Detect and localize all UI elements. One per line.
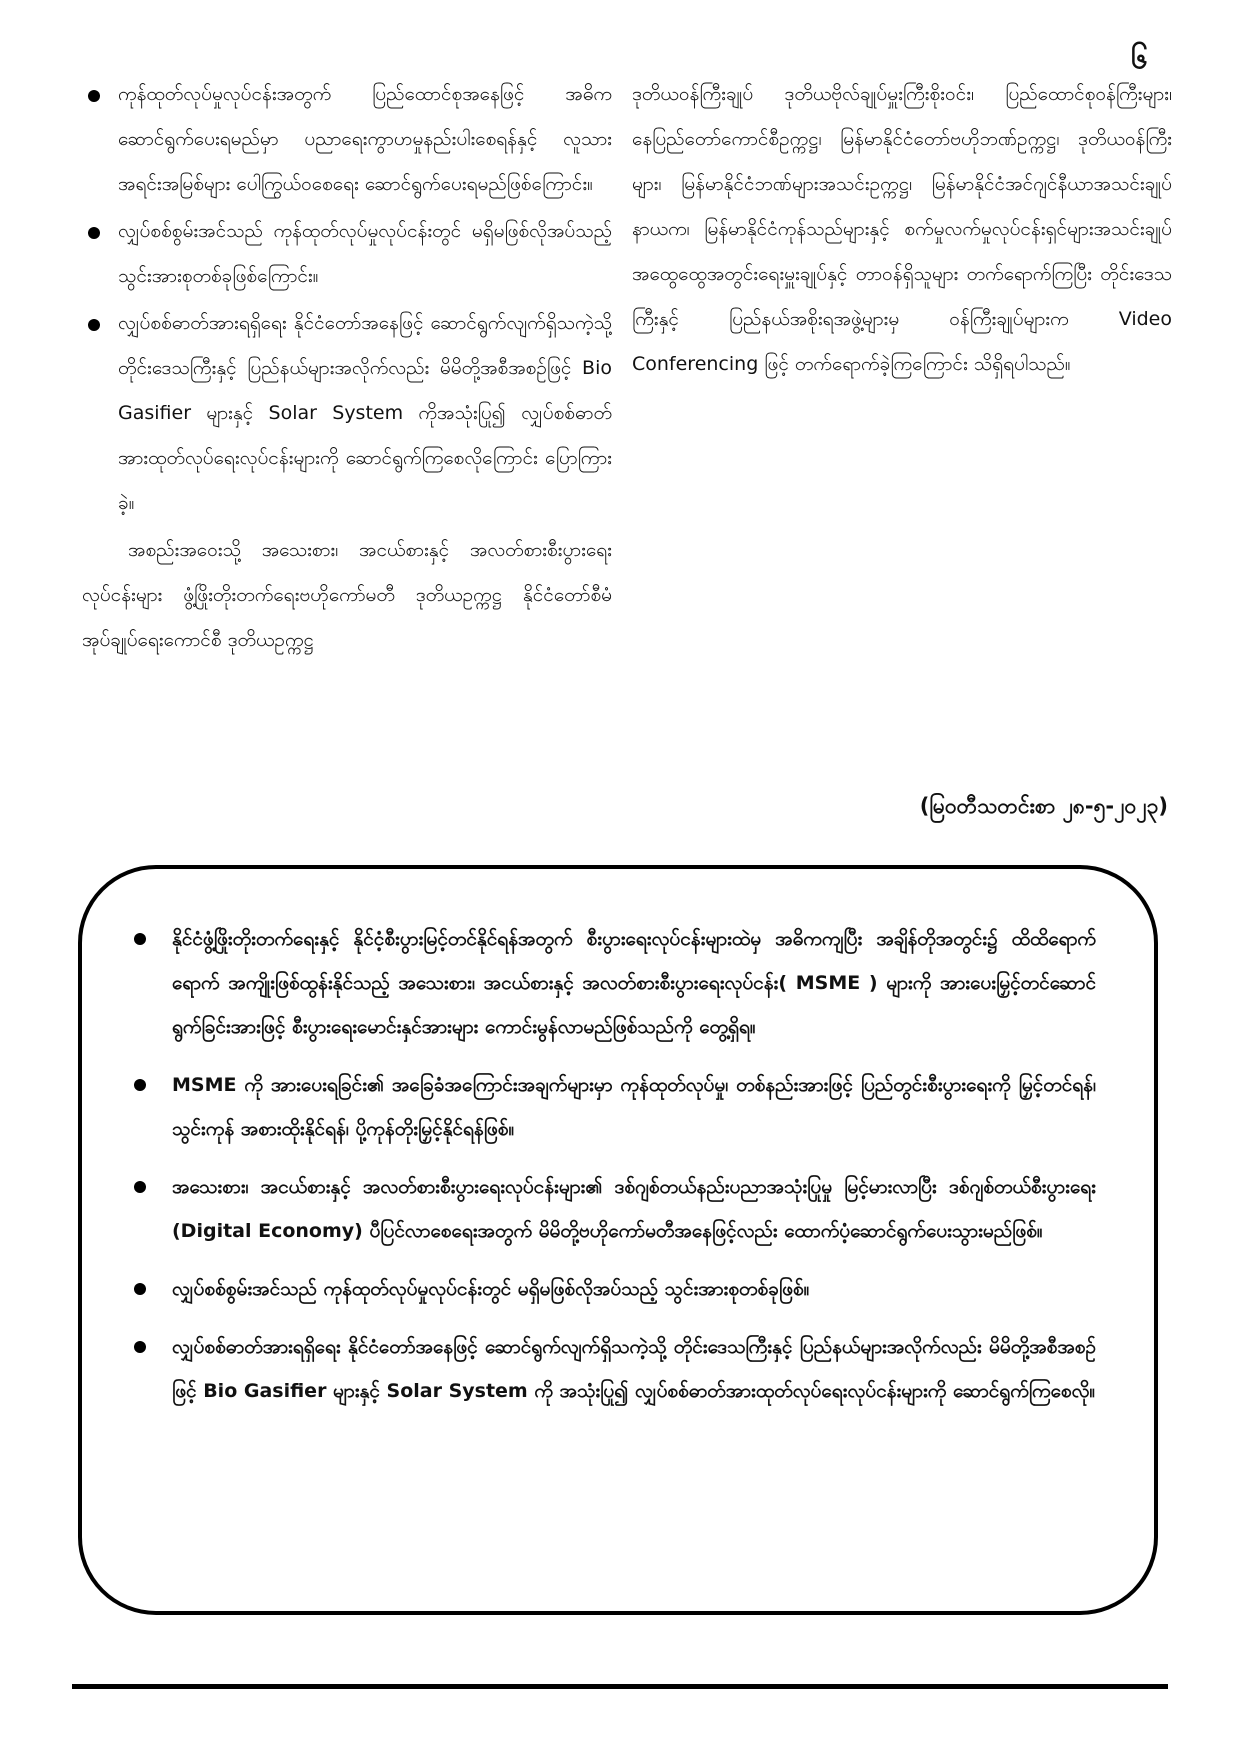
bullet-icon <box>88 90 100 102</box>
page-number: ၆ <box>1131 41 1148 76</box>
bullet-icon <box>88 319 100 331</box>
summary-item <box>130 1325 1096 1413</box>
bottom-rule <box>72 1684 1168 1689</box>
body-paragraph: ဒုတိယဝန်ကြီးချုပ် ဒုတိယဗိုလ်ချုပ်မှူးကြီးစိုးဝင်း၊ ပြည်ထောင်စုဝန်ကြီးများ၊ နေပြည်တော်ကောင်စီဥက္ကဋ္ဌ၊ မြန်မာနိုင်ငံတော်ဗဟိုဘဏ်ဥက္ကဋ္ဌ၊ ဒုတိယဝန်ကြီးများ၊ မြန်မာနိုင်ငံဘဏ်များအသင်းဥက္ကဋ္ဌ၊ မြန်မာနိုင်ငံအင်ဂျင်နီယာအသင်းချုပ်နာယက၊ မြန်မာနိုင်ငံကုန်သည်များနှင့် စက်မှုလက်မှုလုပ်ငန်းရှင်များအသင်းချုပ် အထွေထွေအတွင်းရေးမှူးချုပ်နှင့် တာဝန်ရှိသူများ တက်ရောက်ကြပြီး တိုင်းဒေသကြီးနှင့် ပြည်နယ်အစိုးရအဖွဲ့များမှ ဝန်ကြီးချုပ်များက Video Conferencing ဖြင့် တက်ရောက်ခဲ့ကြကြောင်း သိရှိရပါသည်။ <box>632 83 1172 375</box>
list-item <box>82 209 612 299</box>
summary-item <box>130 1063 1096 1151</box>
bullet-icon <box>134 1079 146 1091</box>
summary-item-text: လျှပ်စစ်ဓာတ်အားရရှိရေး နိုင်ငံတော်အနေဖြင့် ဆောင်ရွက်လျက်ရှိသကဲ့သို့ တိုင်းဒေသကြီးနှင့် ပြည်နယ်များအလိုက်လည်း မိမိတို့အစီအစဉ်ဖြင့် Bio Gasifier များနှင့် Solar System ကို အသုံးပြု၍ လျှပ်စစ်ဓာတ်အားထုတ်လုပ်ရေးလုပ်ငန်းများကို ဆောင်ရွက်ကြစေလို။ <box>172 1336 1096 1402</box>
summary-item <box>130 1165 1096 1253</box>
list-item <box>82 72 612 207</box>
summary-list <box>130 917 1096 1427</box>
left-column <box>82 72 612 663</box>
summary-box <box>78 865 1158 1615</box>
list-item-text: လျှပ်စစ်ဓာတ်အားရရှိရေး နိုင်ငံတော်အနေဖြင့် ဆောင်ရွက်လျက်ရှိသကဲ့သို့ တိုင်းဒေသကြီးနှင့် ပြည်နယ်များအလိုက်လည်း မိမိတို့အစီအစဉ်ဖြင့် Bio Gasifier များနှင့် Solar System ကိုအသုံးပြု၍ လျှပ်စစ်ဓာတ်အားထုတ်လုပ်ရေးလုပ်ငန်းများကို ဆောင်ရွက်ကြစေလိုကြောင်း ပြောကြားခဲ့။ <box>118 312 612 514</box>
bullet-icon <box>134 1181 146 1193</box>
bullet-icon <box>134 1341 146 1353</box>
summary-item-text: လျှပ်စစ်စွမ်းအင်သည် ကုန်ထုတ်လုပ်မှုလုပ်ငန်းတွင် မရှိမဖြစ်လိုအပ်သည့် သွင်းအားစုတစ်ခုဖြစ်။ <box>172 1278 810 1300</box>
body-paragraph: အစည်းအဝေးသို့ အသေးစား၊ အငယ်စားနှင့် အလတ်စားစီးပွားရေးလုပ်ငန်းများ ဖွံ့ဖြိုးတိုးတက်ရေးဗဟိုကော်မတီ ဒုတိယဥက္ကဋ္ဌ နိုင်ငံတော်စီမံအုပ်ချုပ်ရေးကောင်စီ ဒုတိယဥက္ကဋ္ဌ <box>82 539 612 651</box>
summary-item-text: အသေးစား၊ အငယ်စားနှင့် အလတ်စားစီးပွားရေးလုပ်ငန်းများ၏ ဒစ်ဂျစ်တယ်နည်းပညာအသုံးပြုမှု မြင့်မားလာပြီး ဒစ်ဂျစ်တယ်စီးပွားရေး (Digital Economy) ပီပြင်လာစေရေးအတွက် မိမိတို့ဗဟိုကော်မတီအနေဖြင့်လည်း ထောက်ပံ့ဆောင်ရွက်ပေးသွားမည်ဖြစ်။ <box>172 1176 1096 1242</box>
summary-item-text: နိုင်ငံဖွံ့ဖြိုးတိုးတက်ရေးနှင့် နိုင်ငံ့စီးပွားမြင့်တင်နိုင်ရန်အတွက် စီးပွားရေးလုပ်ငန်းများထဲမှ အဓိကကျပြီး အချိန်တိုအတွင်း၌ ထိထိရောက်ရောက် အကျိုးဖြစ်ထွန်းနိုင်သည့် အသေးစား၊ အငယ်စားနှင့် အလတ်စားစီးပွားရေးလုပ်ငန်း( MSME ) များကို အားပေးမြှင့်တင်ဆောင်ရွက်ခြင်းအားဖြင့် စီးပွားရေးမောင်းနှင်အားများ ကောင်းမွန်လာမည်ဖြစ်သည်ကို တွေ့ရှိရ။ <box>172 928 1096 1038</box>
bullet-icon <box>134 933 146 945</box>
bullet-icon <box>134 1283 146 1295</box>
source-citation: (မြဝတီသတင်းစာ ၂၈-၅-၂၀၂၃) <box>919 794 1168 818</box>
summary-item-text: MSME ကို အားပေးရခြင်း၏ အခြေခံအကြောင်းအချက်များမှာ ကုန်ထုတ်လုပ်မှု၊ တစ်နည်းအားဖြင့် ပြည်တွင်းစီးပွားရေးကို မြှင့်တင်ရန်၊ သွင်းကုန် အစားထိုးနိုင်ရန်၊ ပို့ကုန်တိုးမြှင့်နိုင်ရန်ဖြစ်။ <box>172 1074 1096 1140</box>
right-column <box>632 72 1172 387</box>
bullet-icon <box>88 227 100 239</box>
summary-item <box>130 917 1096 1049</box>
list-item <box>82 301 612 526</box>
summary-item <box>130 1267 1096 1311</box>
list-item-text: ကုန်ထုတ်လုပ်မှုလုပ်ငန်းအတွက် ပြည်ထောင်စုအနေဖြင့် အဓိကဆောင်ရွက်ပေးရမည်မှာ ပညာရေးကွာဟမှုနည်းပါးစေရန်နှင့် လူသားအရင်းအမြစ်များ ပေါကြွယ်ဝစေရေး ဆောင်ရွက်ပေးရမည်ဖြစ်ကြောင်း။ <box>118 83 612 195</box>
list-item-text: လျှပ်စစ်စွမ်းအင်သည် ကုန်ထုတ်လုပ်မှုလုပ်ငန်းတွင် မရှိမဖြစ်လိုအပ်သည့် သွင်းအားစုတစ်ခုဖြစ်ကြောင်း။ <box>118 220 612 287</box>
